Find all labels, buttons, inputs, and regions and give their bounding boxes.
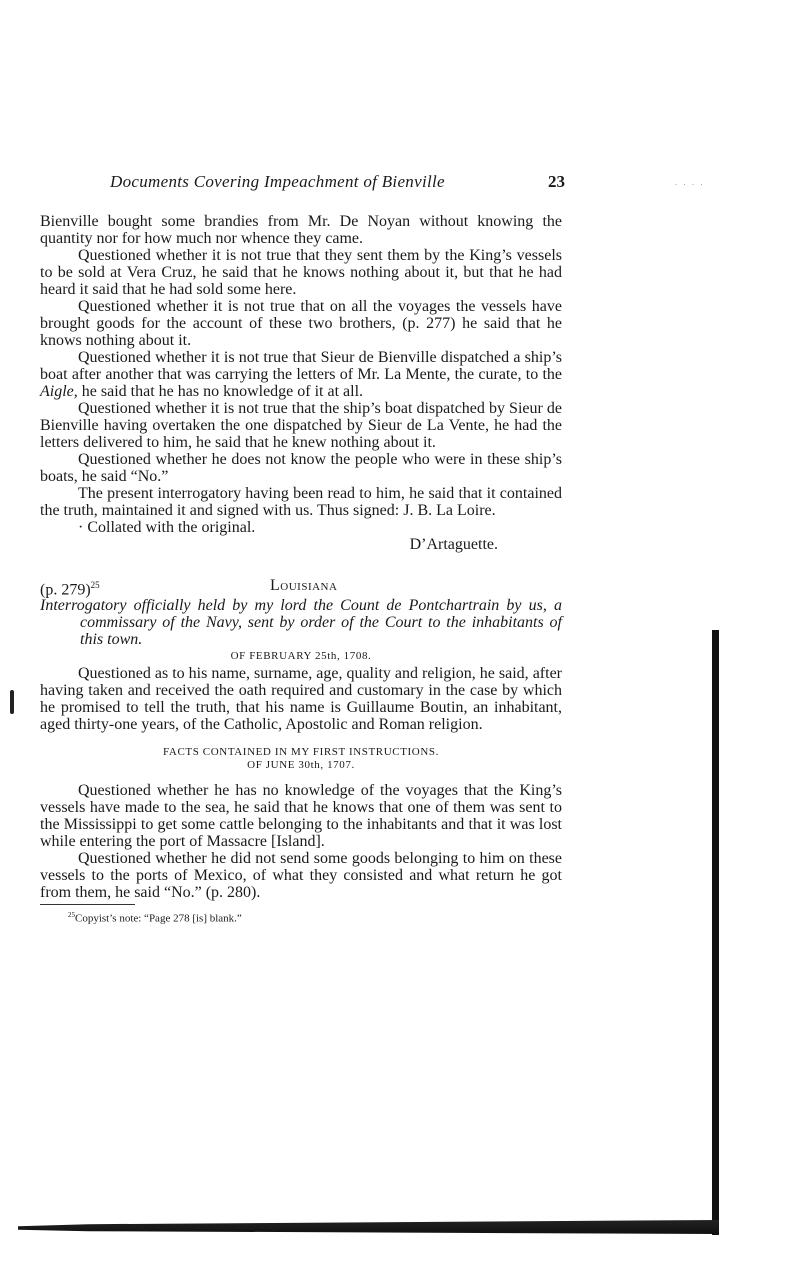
paragraph-9: Questioned whether he has no knowledge of the voyages that the King’s vessels have made to the sea, he said that he knows that one of them was sent to the Mississippi to get some cattle belonging to the inhabitants and that it was lost while entering the port of Massacre [Island]. (40, 782, 562, 850)
paragraph-4-text: Questioned whether it is not true that Sieur de Bienville dispatched a ship’s boat after another that was carrying the letters of Mr. La Mente, the curate, to the (40, 349, 562, 383)
scan-specks: · · · · (675, 181, 705, 189)
section-title: Louisiana (270, 577, 338, 594)
paragraph-3: Questioned whether it is not true that on all the voyages the vessels have brought goods for the account of these two brothers, (p. 277) he said that he knows nothing about it. (40, 298, 562, 349)
ship-name-aigle: Aigle, (40, 383, 78, 400)
paragraph-8: Questioned as to his name, surname, age, quality and religion, he said, after having taken and received the oath required and customary in the case by which he promised to tell the truth, that his name is Guillaume Boutin, an inhabitant, aged thirty-one years, of the Catholic, Apostolic and Roman religion. (40, 665, 562, 733)
signature: D’Artaguette. (409, 536, 498, 553)
facts-heading (40, 746, 562, 772)
paragraph-6: Questioned whether he does not know the people who were in these ship’s boats, he said “No.” (40, 451, 562, 485)
footnote-marker: 25 (90, 580, 100, 590)
section-header (40, 577, 562, 597)
collated-note: · Collated with the original. (78, 519, 256, 536)
paragraph-10: Questioned whether he did not send some goods belonging to him on these vessels to the ports of Mexico, of what they consisted and what return he got from them, he said “No.” (p. 280). (40, 850, 562, 901)
facts-heading-line-2: OF JUNE 30th, 1707. (247, 759, 355, 771)
section-page-ref (40, 577, 100, 598)
scan-page-edge-bottom (18, 1220, 719, 1234)
footnote (40, 909, 562, 926)
paragraph-7: The present interrogatory having been read to him, he said that it contained the truth, maintained it and signed with us. Thus signed: J. B. La Loire. (40, 485, 562, 519)
facts-heading-line-1: FACTS CONTAINED IN MY FIRST INSTRUCTIONS. (163, 746, 439, 758)
running-head (110, 172, 565, 196)
paragraph-4 (40, 349, 562, 400)
section-page-ref-text: (p. 279) (40, 581, 91, 599)
footnote-text: Copyist’s note: “Page 278 [is] blank.” (75, 912, 242, 925)
footnote-number: 25 (68, 911, 75, 919)
page-number: 23 (548, 172, 565, 191)
scan-margin-mark (10, 690, 14, 714)
footnote-rule (40, 904, 135, 905)
page-body (40, 213, 562, 926)
paragraph-2: Questioned whether it is not true that they sent them by the King’s vessels to be sold at Vera Cruz, he said that he knows nothing about it, but that he had heard it said that he had sold some here. (40, 247, 562, 298)
paragraph-5: Questioned whether it is not true that the ship’s boat dispatched by Sieur de Bienville having overtaken the one dispatched by Sieur de La Vente, he had the letters delivered to him, he said that he knew nothing about it. (40, 400, 562, 451)
interrogatory-heading: Interrogatory officially held by my lord the Count de Pontchartrain by us, a commissary of the Navy, sent by order of the Court to the inhabitants of this town. (40, 597, 562, 648)
interrogatory-date: OF FEBRUARY 25th, 1708. (230, 650, 372, 662)
paragraph-4-text-end: he said that he has no knowledge of it at all. (77, 383, 364, 400)
paragraph-1: Bienville bought some brandies from Mr. De Noyan without knowing the quantity nor for how much nor whence they came. (40, 213, 562, 247)
scan-page-edge-right (712, 630, 719, 1235)
running-title: Documents Covering Impeachment of Bienville (110, 172, 445, 191)
